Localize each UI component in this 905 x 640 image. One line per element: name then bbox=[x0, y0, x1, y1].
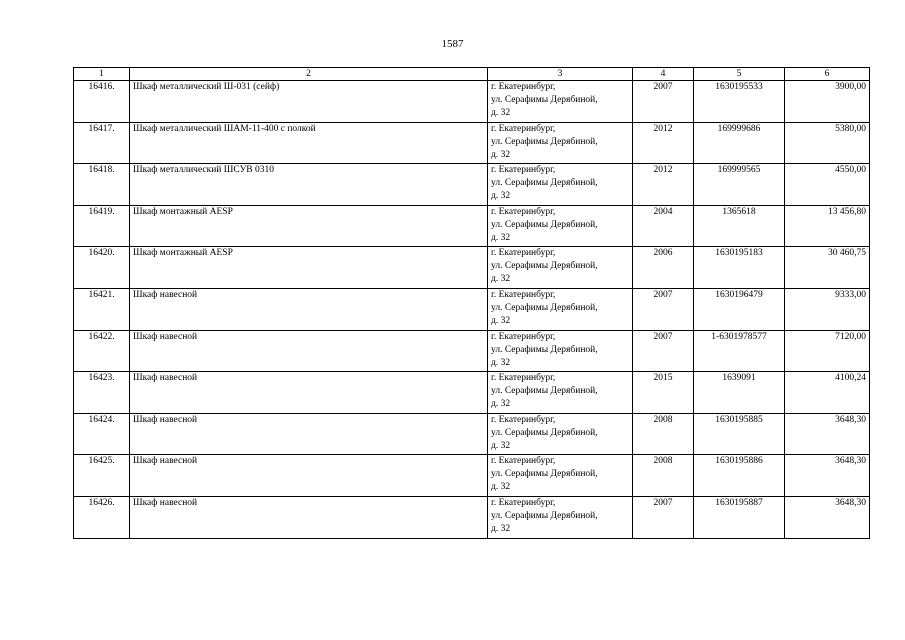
item-address bbox=[488, 247, 633, 289]
address-line: ул. Серафимы Дерябиной, bbox=[491, 386, 598, 397]
table-row bbox=[74, 330, 870, 372]
item-cost: 3648,30 bbox=[785, 496, 870, 538]
item-cost: 4550,00 bbox=[785, 164, 870, 206]
table-row bbox=[74, 455, 870, 497]
item-year: 2012 bbox=[633, 164, 694, 206]
item-cost: 3900,00 bbox=[785, 81, 870, 123]
inventory-number: 1630195887 bbox=[694, 496, 785, 538]
address-line: ул. Серафимы Дерябиной, bbox=[491, 95, 598, 105]
address-line: г. Екатеринбург, bbox=[491, 331, 556, 342]
table-row bbox=[74, 413, 870, 455]
address-line: д. 32 bbox=[491, 399, 511, 410]
item-address bbox=[488, 164, 633, 206]
inventory-number: 1630195885 bbox=[694, 413, 785, 455]
inventory-number: 1630195886 bbox=[694, 455, 785, 497]
address-line: д. 32 bbox=[491, 108, 511, 118]
address-line: д. 32 bbox=[491, 482, 511, 493]
item-year: 2007 bbox=[633, 330, 694, 372]
item-cost: 7120,00 bbox=[785, 330, 870, 372]
item-name: Шкаф навесной bbox=[130, 372, 488, 414]
inventory-number: 1639091 bbox=[694, 372, 785, 414]
item-year: 2007 bbox=[633, 288, 694, 330]
item-name: Шкаф металлический Ш-031 (сейф) bbox=[130, 81, 488, 123]
address-line: г. Екатеринбург, bbox=[491, 123, 556, 134]
table-body bbox=[74, 81, 870, 539]
table-row bbox=[74, 164, 870, 206]
inventory-number: 169999565 bbox=[694, 164, 785, 206]
row-number: 16423. bbox=[74, 372, 130, 414]
table-row bbox=[74, 122, 870, 164]
item-cost: 5380,00 bbox=[785, 122, 870, 164]
address-line: д. 32 bbox=[491, 315, 511, 326]
address-line: г. Екатеринбург, bbox=[491, 289, 556, 300]
item-address bbox=[488, 122, 633, 164]
item-year: 2006 bbox=[633, 247, 694, 289]
item-cost: 13 456,80 bbox=[785, 205, 870, 247]
table-row bbox=[74, 81, 870, 123]
address-line: ул. Серафимы Дерябиной, bbox=[491, 219, 598, 230]
row-number: 16424. bbox=[74, 413, 130, 455]
row-number: 16420. bbox=[74, 247, 130, 289]
item-year: 2007 bbox=[633, 496, 694, 538]
row-number: 16421. bbox=[74, 288, 130, 330]
address-line: д. 32 bbox=[491, 232, 511, 243]
row-number: 16418. bbox=[74, 164, 130, 206]
table-header-row bbox=[74, 68, 870, 81]
address-line: ул. Серафимы Дерябиной, bbox=[491, 302, 598, 313]
column-header-1: 1 bbox=[74, 68, 130, 81]
item-address bbox=[488, 455, 633, 497]
item-name: Шкаф навесной bbox=[130, 330, 488, 372]
table-row bbox=[74, 247, 870, 289]
address-line: д. 32 bbox=[491, 274, 511, 285]
item-address bbox=[488, 81, 633, 123]
item-year: 2007 bbox=[633, 81, 694, 123]
row-number: 16422. bbox=[74, 330, 130, 372]
address-line: ул. Серафимы Дерябиной, bbox=[491, 510, 598, 521]
address-line: г. Екатеринбург, bbox=[491, 165, 556, 176]
address-line: г. Екатеринбург, bbox=[491, 82, 556, 92]
inventory-number: 1630195183 bbox=[694, 247, 785, 289]
inventory-number: 1630195533 bbox=[694, 81, 785, 123]
item-name: Шкаф металлический ШСУВ 0310 bbox=[130, 164, 488, 206]
address-line: г. Екатеринбург, bbox=[491, 497, 556, 508]
column-header-4: 4 bbox=[633, 68, 694, 81]
item-cost: 30 460,75 bbox=[785, 247, 870, 289]
item-name: Шкаф навесной bbox=[130, 413, 488, 455]
inventory-number: 1365618 bbox=[694, 205, 785, 247]
address-line: ул. Серафимы Дерябиной, bbox=[491, 344, 598, 355]
item-address bbox=[488, 496, 633, 538]
item-name: Шкаф навесной bbox=[130, 288, 488, 330]
item-name: Шкаф навесной bbox=[130, 496, 488, 538]
item-address bbox=[488, 330, 633, 372]
column-header-2: 2 bbox=[130, 68, 488, 81]
address-line: г. Екатеринбург, bbox=[491, 373, 556, 384]
inventory-number: 1-6301978577 bbox=[694, 330, 785, 372]
item-name: Шкаф металлический ШАМ-11-400 с полкой bbox=[130, 122, 488, 164]
row-number: 16426. bbox=[74, 496, 130, 538]
item-year: 2015 bbox=[633, 372, 694, 414]
item-year: 2008 bbox=[633, 455, 694, 497]
column-header-6: 6 bbox=[785, 68, 870, 81]
inventory-number: 169999686 bbox=[694, 122, 785, 164]
item-address bbox=[488, 205, 633, 247]
item-cost: 3648,30 bbox=[785, 455, 870, 497]
row-number: 16417. bbox=[74, 122, 130, 164]
table-row bbox=[74, 205, 870, 247]
inventory-number: 1630196479 bbox=[694, 288, 785, 330]
address-line: д. 32 bbox=[491, 523, 511, 534]
table-row bbox=[74, 496, 870, 538]
table-row bbox=[74, 372, 870, 414]
item-cost: 4100,24 bbox=[785, 372, 870, 414]
address-line: д. 32 bbox=[491, 149, 511, 160]
address-line: ул. Серафимы Дерябиной, bbox=[491, 178, 598, 189]
address-line: д. 32 bbox=[491, 191, 511, 202]
address-line: г. Екатеринбург, bbox=[491, 248, 556, 259]
column-header-5: 5 bbox=[694, 68, 785, 81]
table-row bbox=[74, 288, 870, 330]
address-line: д. 32 bbox=[491, 440, 511, 451]
property-register-table bbox=[73, 67, 870, 539]
item-year: 2012 bbox=[633, 122, 694, 164]
item-year: 2008 bbox=[633, 413, 694, 455]
address-line: ул. Серафимы Дерябиной, bbox=[491, 261, 598, 272]
item-address bbox=[488, 372, 633, 414]
address-line: г. Екатеринбург, bbox=[491, 414, 556, 425]
item-year: 2004 bbox=[633, 205, 694, 247]
item-name: Шкаф монтажный AESP bbox=[130, 205, 488, 247]
row-number: 16419. bbox=[74, 205, 130, 247]
item-address bbox=[488, 288, 633, 330]
page-number: 1587 bbox=[441, 38, 464, 50]
address-line: ул. Серафимы Дерябиной, bbox=[491, 469, 598, 480]
item-name: Шкаф навесной bbox=[130, 455, 488, 497]
column-header-3: 3 bbox=[488, 68, 633, 81]
address-line: г. Екатеринбург, bbox=[491, 456, 556, 467]
address-line: ул. Серафимы Дерябиной, bbox=[491, 136, 598, 147]
item-cost: 9333,00 bbox=[785, 288, 870, 330]
row-number: 16425. bbox=[74, 455, 130, 497]
address-line: д. 32 bbox=[491, 357, 511, 368]
item-address bbox=[488, 413, 633, 455]
item-name: Шкаф монтажный AESP bbox=[130, 247, 488, 289]
address-line: ул. Серафимы Дерябиной, bbox=[491, 427, 598, 438]
row-number: 16416. bbox=[74, 81, 130, 123]
item-cost: 3648,30 bbox=[785, 413, 870, 455]
address-line: г. Екатеринбург, bbox=[491, 206, 556, 217]
